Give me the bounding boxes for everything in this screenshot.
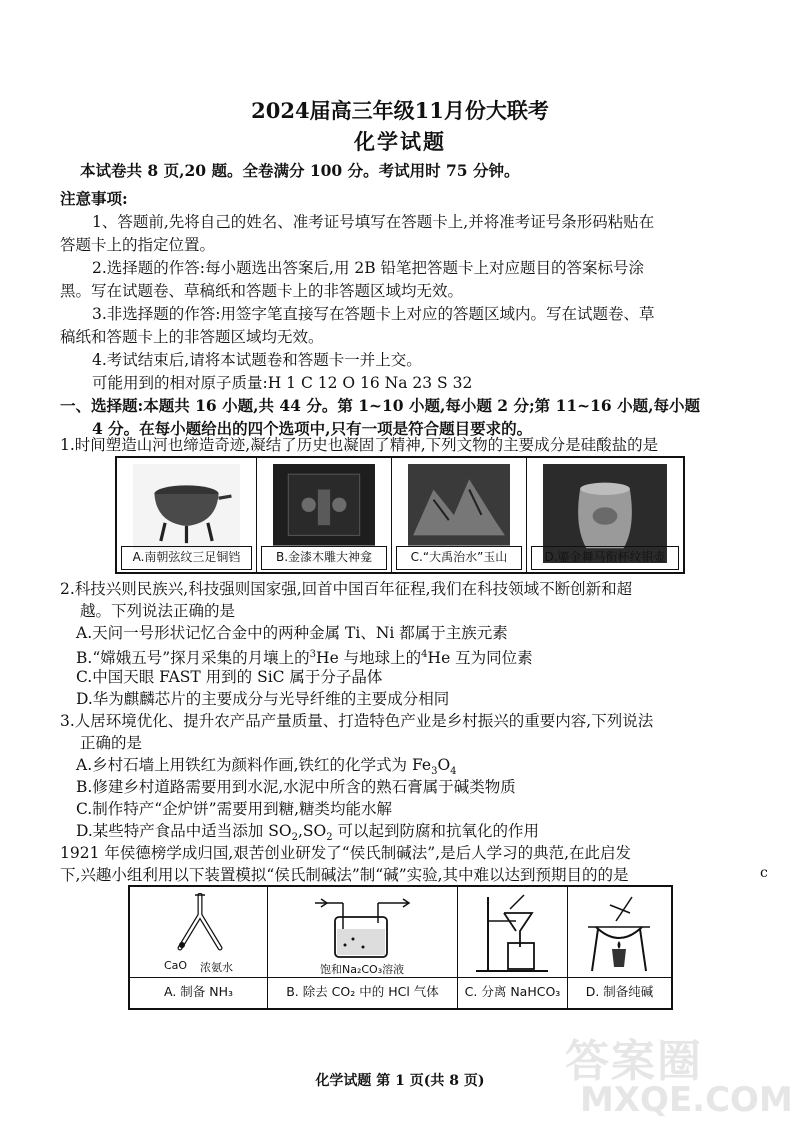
y-tube-apparatus-icon: [155, 893, 245, 957]
q1-figure-table: [115, 456, 685, 574]
page-footer: 化学试题 第 1 页(共 8 页): [315, 1073, 485, 1089]
exam-summary: 本试卷共 8 页,20 题。全卷满分 100 分。考试用时 75 分钟。: [80, 161, 520, 180]
label-cao: CaO: [164, 959, 188, 972]
q4-option-c-caption: C. 分离 NaHCO₃: [458, 977, 567, 1008]
q4-figure-table: [128, 885, 673, 1010]
evaporation-apparatus-icon: [576, 891, 662, 977]
notice-heading: 注意事项:: [60, 189, 128, 208]
question-4-stem: 1921 年侯德榜学成归国,艰苦创业研发了“侯氏制碱法”,是后人学习的典范,在此启发: [60, 844, 632, 862]
q1-option-b-cell: [257, 458, 392, 572]
notice-line: 稿纸和答题卡上的非答题区域均无效。: [60, 328, 324, 346]
q1-option-a-cell: [117, 458, 257, 572]
q1-option-d-caption: D.鎏金舞马衔杯纹银壶: [531, 546, 679, 570]
q4-option-b-caption: B. 除去 CO₂ 中的 HCl 气体: [268, 977, 457, 1008]
q1-option-b-caption: B.金漆木雕大神龛: [261, 546, 387, 570]
q3-option-d: D.某些特产食品中适当添加 $SO_2,SO_2$ 可以起到防腐和抗氧化的作用: [76, 822, 540, 844]
q3-option-b: B.修建乡村道路需要用到水泥,水泥中所含的熟石膏属于碱类物质: [76, 778, 516, 796]
notice-line: 3.非选择题的作答:用签字笔直接写在答题卡上对应的答题区域内。写在试题卷、草: [92, 305, 655, 323]
section-heading-cont: 4 分。在每小题给出的四个选项中,只有一项是符合题目要求的。: [92, 419, 533, 438]
question-3-stem-cont: 正确的是: [80, 734, 143, 752]
q4-option-c-cell: [458, 887, 568, 1008]
q1-option-c-caption: C.“大禹治水”玉山: [396, 546, 522, 570]
q1-option-c-cell: [392, 458, 527, 572]
q4-option-a-cell: [130, 887, 268, 1008]
notice-line: 黑。写在试题卷、草稿纸和答题卡上的非答题区域均无效。: [60, 282, 464, 300]
watermark-logo: 答案圈: [565, 1036, 703, 1087]
notice-line: 答题卡上的指定位置。: [60, 236, 216, 254]
q2-option-d: D.华为麒麟芯片的主要成分与光导纤维的主要成分相同: [76, 690, 450, 708]
notice-line: 4.考试结束后,请将本试题卷和答题卡一并上交。: [92, 351, 422, 369]
label-ammonia: 浓氨水: [200, 961, 233, 974]
q4-option-d-cell: [568, 887, 671, 1008]
q2-option-b: B.“嫦娥五号”探月采集的月壤上的$^3$He 与地球上的$^4$He 互为同位素: [76, 649, 533, 668]
gas-washing-bottle-icon: [313, 893, 413, 959]
q3-option-c: C.制作特产“企炉饼”需要用到糖,糖类均能水解: [76, 800, 393, 818]
section-heading: 一、选择题:本题共 16 小题,共 44 分。第 1~10 小题,每小题 2 分;第 11~16 小题,每小题: [60, 396, 700, 415]
q4-option-b-cell: [268, 887, 458, 1008]
q1-option-a-caption: A.南朝弦纹三足铜铛: [121, 546, 252, 570]
subject-title: 化学试题: [354, 129, 446, 154]
notice-line: 1、答题前,先将自己的姓名、准考证号填写在答题卡上,并将准考证号条形码粘贴在: [92, 213, 655, 231]
bronze-tripod-image: [133, 464, 240, 550]
question-3-stem: 3.人居环境优化、提升农产品产量质量、打造特色产业是乡村振兴的重要内容,下列说法: [60, 712, 654, 730]
notice-line: 2.选择题的作答:每小题选出答案后,用 2B 铅笔把答题卡上对应题目的答案标号涂: [92, 259, 645, 277]
q1-option-d-cell: [527, 458, 683, 572]
wood-shrine-image: [273, 464, 375, 546]
question-4-stem-cont: 下,兴趣小组利用以下装置模拟“侯氏制碱法”制“碱”实验,其中难以达到预期目的的是: [60, 866, 629, 884]
filtration-apparatus-icon: [468, 891, 558, 977]
handwritten-mark: c: [760, 865, 768, 881]
label-na2co3-solution: 饱和Na₂CO₃溶液: [320, 963, 405, 976]
question-1-stem: 1.时间塑造山河也缔造奇迹,凝结了历史也凝固了精神,下列文物的主要成分是硅酸盐的是: [60, 436, 659, 454]
q2-option-c: C.中国天眼 FAST 用到的 SiC 属于分子晶体: [76, 668, 383, 686]
jade-mountain-image: [408, 464, 510, 546]
question-2-stem: 2.科技兴则民族兴,科技强则国家强,回首中国百年征程,我们在科技领域不断创新和超: [60, 580, 633, 598]
watermark-url: MXQE.COM: [580, 1080, 793, 1120]
q4-option-a-caption: A. 制备 NH₃: [130, 977, 267, 1008]
atomic-mass-line: 可能用到的相对原子质量:H 1 C 12 O 16 Na 23 S 32: [92, 374, 473, 392]
q3-option-a: A.乡村石墙上用铁红为颜料作画,铁红的化学式为 $Fe_3O_4$: [76, 756, 457, 778]
exam-title: 2024届高三年级11月份大联考: [251, 98, 549, 123]
q2-option-a: A.天问一号形状记忆合金中的两种金属 Ti、Ni 都属于主族元素: [76, 624, 508, 642]
question-2-stem-cont: 越。下列说法正确的是: [80, 602, 236, 620]
q4-option-d-caption: D. 制备纯碱: [568, 977, 671, 1008]
